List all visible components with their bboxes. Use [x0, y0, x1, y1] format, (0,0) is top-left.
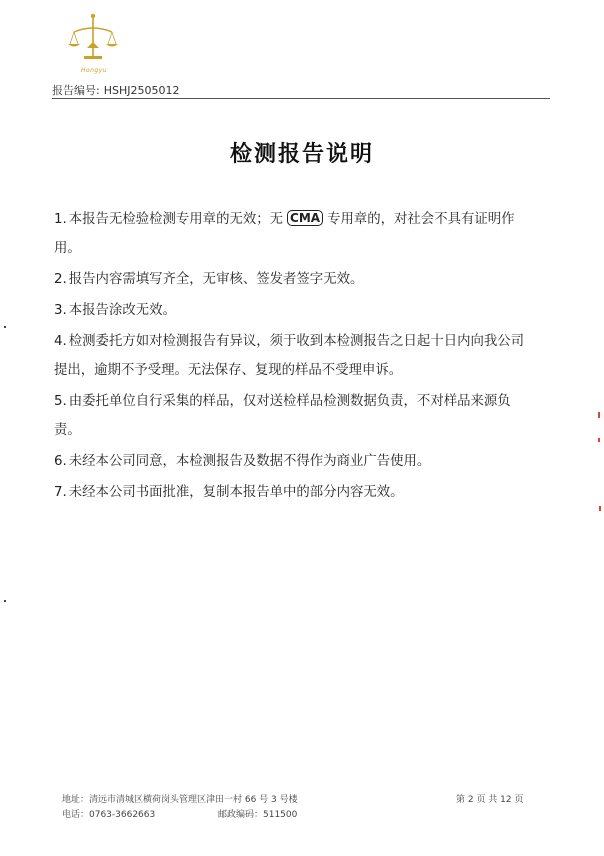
clause-number: 5.	[54, 394, 67, 409]
clause-6	[54, 447, 532, 476]
clause-1	[54, 205, 532, 263]
clause-number: 6.	[54, 454, 67, 469]
report-number	[52, 82, 179, 98]
page-title: 检测报告说明	[229, 142, 374, 167]
footer-phone: 电话：0763-3662663	[62, 810, 156, 820]
binding-mark	[598, 412, 600, 418]
footer-postcode: 邮政编码：511500	[218, 810, 298, 820]
scale-logo-icon	[66, 12, 120, 68]
footer-address: 地址：清远市清城区横荷岗头管理区津田一村 66 号 3 号楼	[62, 795, 298, 805]
clause-number: 7.	[54, 485, 67, 500]
page-number: 第 2 页 共 12 页	[456, 795, 524, 805]
clause-number: 3.	[54, 303, 67, 318]
clause-text: 未经本公司书面批准，复制本报告单中的部分内容无效。	[68, 485, 404, 500]
clause-4	[54, 327, 532, 385]
scan-speck	[4, 326, 6, 328]
clause-text-after: 专用章的，对社会不具有证明作用。	[54, 212, 515, 256]
binding-mark	[598, 438, 600, 442]
scan-speck	[4, 600, 6, 602]
clause-text: 由委托单位自行采集的样品，仅对送检样品检测数据负责，不对样品来源负责。	[54, 394, 511, 438]
clause-text: 报告内容需填写齐全，无审核、签发者签字无效。	[68, 272, 364, 287]
clause-list	[54, 205, 532, 509]
binding-mark	[599, 506, 601, 511]
clause-number: 4.	[54, 334, 67, 349]
logo-text: Hongyu	[80, 67, 108, 74]
clause-text: 检测委托方如对检测报告有异议，须于收到本检测报告之日起十日内向我公司提出，逾期不予受理。无法保存、复现的样品不受理申诉。	[54, 334, 525, 378]
clause-text-before: 本报告无检验检测专用章的无效；无	[68, 212, 284, 227]
footer-contact	[62, 793, 322, 823]
report-number-value: HSHJ2505012	[103, 84, 180, 97]
header-divider	[52, 98, 550, 99]
cma-mark-icon: CMA	[287, 210, 323, 226]
clause-2	[54, 265, 532, 294]
clause-number: 2.	[54, 272, 67, 287]
clause-7	[54, 478, 532, 507]
company-logo	[66, 12, 120, 78]
clause-number: 1.	[54, 212, 67, 227]
clause-text: 未经本公司同意，本检测报告及数据不得作为商业广告使用。	[68, 454, 431, 469]
clause-5	[54, 387, 532, 445]
clause-3	[54, 296, 532, 325]
report-number-label: 报告编号:	[52, 84, 100, 97]
clause-text: 本报告涂改无效。	[68, 303, 176, 318]
